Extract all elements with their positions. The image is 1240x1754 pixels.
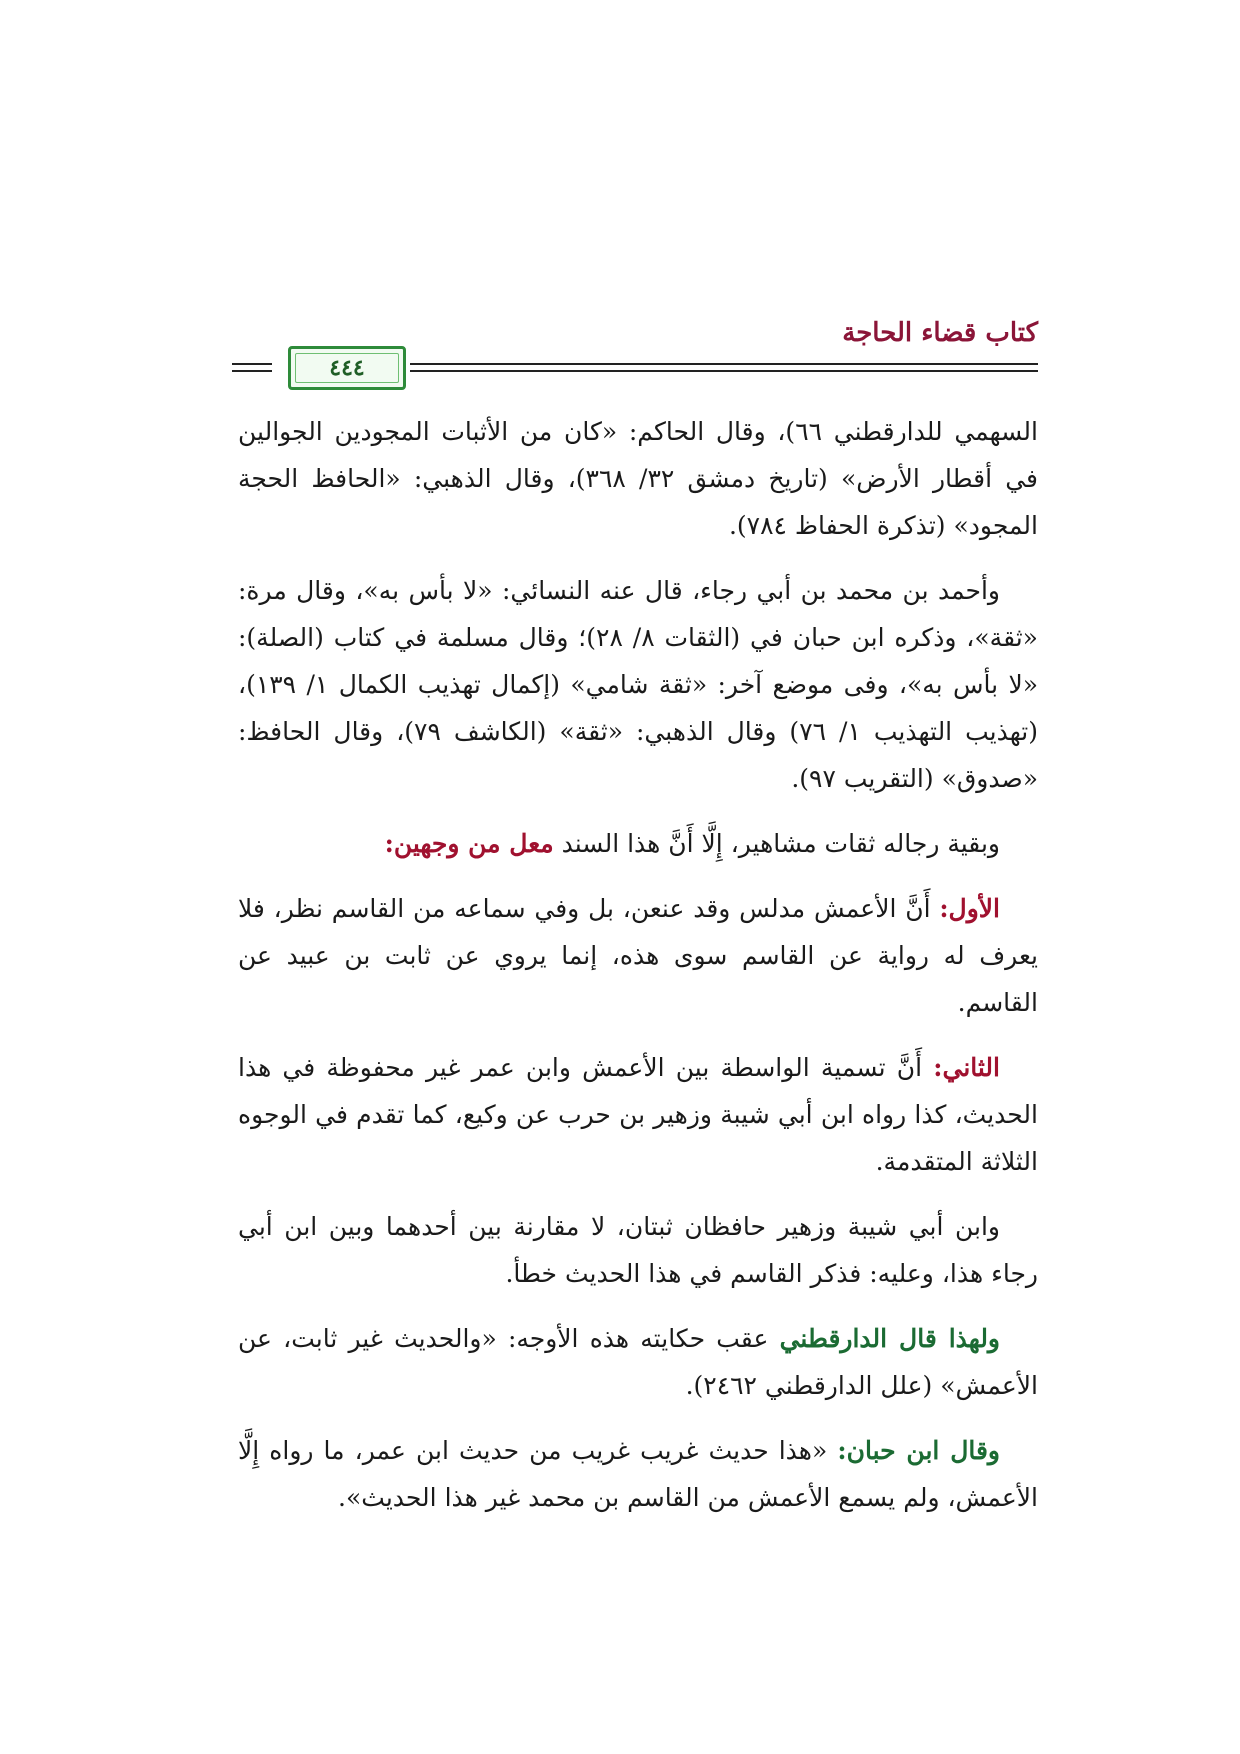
- book-title: كتاب قضاء الحاجة: [842, 318, 1038, 348]
- paragraph-text: وابن أبي شيبة وزهير حافظان ثبتان، لا مقارنة بين أحدهما وبين ابن أبي رجاء هذا، وعليه: فذكر القاسم في هذا الحديث خطأ.: [238, 1212, 1038, 1288]
- paragraph-second-defect: [238, 1044, 1038, 1185]
- page-number: ٤٤٤: [329, 355, 365, 381]
- verdict-highlight: معل من وجهين:: [384, 829, 554, 858]
- paragraph-text: وبقية رجاله ثقات مشاهير، إِلَّا أَنَّ هذا السند: [553, 829, 1000, 858]
- paragraph-citations-continued: [238, 408, 1038, 549]
- paragraph-isnad-verdict: [238, 820, 1038, 867]
- paragraph-text: عقب حكايته هذه الأوجه: «والحديث غير ثابت، عن الأعمش» (علل الدارقطني ٢٤٦٢).: [238, 1324, 1038, 1400]
- header-rule: [232, 363, 272, 365]
- paragraph-comparison: [238, 1203, 1038, 1297]
- header-rule: [410, 363, 1038, 365]
- first-defect-label: الأول:: [939, 894, 1000, 923]
- paragraph-text: وأحمد بن محمد بن أبي رجاء، قال عنه النسائي: «لا بأس به»، وقال مرة: «ثقة»، وذكره ابن حبان في (الثقات ٨/ ٢٨)؛ وقال مسلمة في كتاب (الصلة): «لا بأس به»، وفى موضع آخر: «ثقة شامي» (إكمال تهذيب الكمال ١/ ١٣٩)، (تهذيب التهذيب ١/ ٧٦) وقال الذهبي: «ثقة» (الكاشف ٧٩)، وقال الحافظ: «صدوق» (التقريب ٩٧).: [238, 576, 1039, 793]
- header-rule: [232, 370, 272, 372]
- paragraph-ahmad-ibn-abi-raja: [238, 567, 1038, 802]
- header-rule: [410, 370, 1038, 372]
- paragraph-first-defect: [238, 885, 1038, 1026]
- ibn-hibban-label: وقال ابن حبان:: [837, 1436, 1000, 1465]
- daraqutni-label: ولهذا قال الدارقطني: [779, 1324, 1001, 1353]
- paragraph-text: السهمي للدارقطني ٦٦)، وقال الحاكم: «كان من الأثبات المجودين الجوالين في أقطار الأرض» (تاريخ دمشق ٣٢/ ٣٦٨)، وقال الذهبي: «الحافظ الحجة المجود» (تذكرة الحفاظ ٧٨٤).: [238, 417, 1039, 540]
- second-defect-label: الثاني:: [933, 1053, 1000, 1082]
- paragraph-daraqutni: [238, 1315, 1038, 1409]
- page-number-badge: [288, 346, 406, 390]
- page-header: [232, 318, 1038, 388]
- paragraph-text: «هذا حديث غريب غريب من حديث ابن عمر، ما رواه إِلَّا الأعمش، ولم يسمع الأعمش من القاسم بن محمد غير هذا الحديث».: [238, 1436, 1038, 1512]
- paragraph-text: أَنَّ الأعمش مدلس وقد عنعن، بل وفي سماعه من القاسم نظر، فلا يعرف له رواية عن القاسم سوى هذه، إنما يروي عن ثابت بن عبيد عن القاسم.: [238, 894, 1038, 1017]
- page-body: [238, 408, 1038, 1539]
- paragraph-ibn-hibban: [238, 1427, 1038, 1521]
- paragraph-text: أَنَّ تسمية الواسطة بين الأعمش وابن عمر غير محفوظة في هذا الحديث، كذا رواه ابن أبي شيبة وزهير بن حرب عن وكيع، كما تقدم في الوجوه الثلاثة المتقدمة.: [238, 1053, 1038, 1176]
